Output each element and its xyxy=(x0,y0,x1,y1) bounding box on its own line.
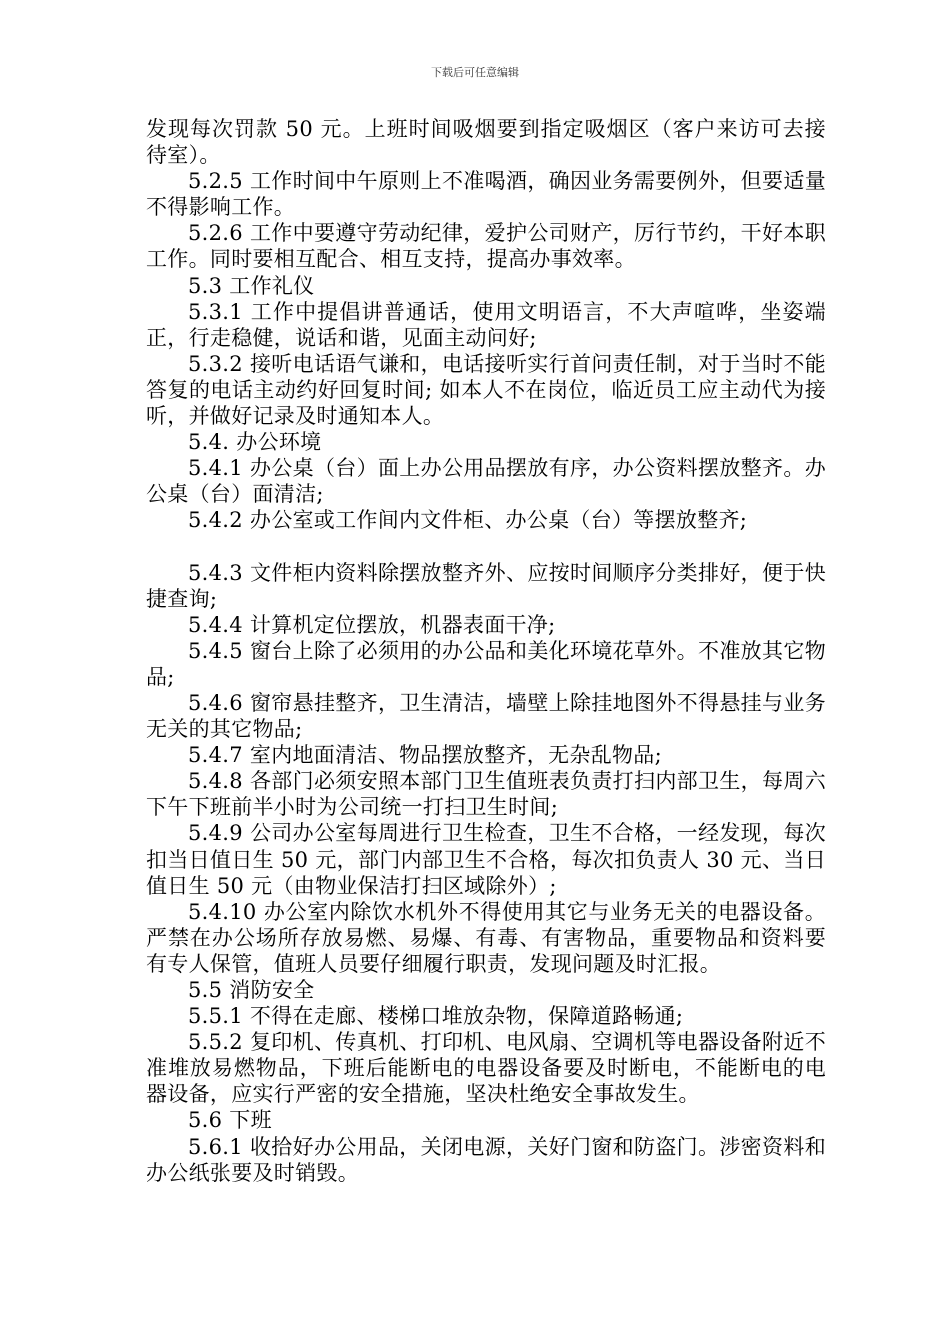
clause-5-4-2: 5.4.2 办公室或工作间内文件柜、办公桌（台）等摆放整齐; xyxy=(188,508,748,533)
section-heading-5-3: 5.3 工作礼仪 xyxy=(188,273,315,298)
page-header: 下载后可任意编辑 xyxy=(431,66,519,79)
clause-5-4-3: 5.4.3 文件柜内资料除摆放整齐外、应按时间顺序分类排好，便于快捷查询; xyxy=(146,560,826,611)
clause-5-4-8: 5.4.8 各部门必须安照本部门卫生值班表负责打扫内部卫生，每周六下午下班前半小时为公司统一打扫卫生时间; xyxy=(146,769,826,820)
document-body xyxy=(146,116,826,1186)
clause-5-4-5: 5.4.5 窗台上除了必须用的办公品和美化环境花草外。不准放其它物品; xyxy=(146,638,826,689)
clause-5-4-9: 5.4.9 公司办公室每周进行卫生检查，卫生不合格，一经发现，每次扣当日值日生 50 元，部门内部卫生不合格，每次扣负责人 30 元、当日值日生 50 元（由物业保洁打扫区域除外）; xyxy=(146,821,826,898)
clause-5-4-4: 5.4.4 计算机定位摆放，机器表面干净; xyxy=(188,612,556,637)
clause-5-2-6: 5.2.6 工作中要遵守劳动纪律，爱护公司财产，厉行节约，干好本职工作。同时要相互配合、相互支持，提高办事效率。 xyxy=(146,221,826,272)
section-heading-5-6: 5.6 下班 xyxy=(188,1108,272,1133)
clause-5-5-1: 5.5.1 不得在走廊、楼梯口堆放杂物，保障道路畅通; xyxy=(188,1004,684,1029)
paragraph: 发现每次罚款 50 元。上班时间吸烟要到指定吸烟区（客户来访可去接待室）。 xyxy=(146,117,826,168)
clause-5-6-1: 5.6.1 收拾好办公用品，关闭电源，关好门窗和防盗门。涉密资料和办公纸张要及时销毁。 xyxy=(146,1134,826,1185)
section-heading-5-5: 5.5 消防安全 xyxy=(188,978,315,1002)
clause-5-4-6: 5.4.6 窗帘悬挂整齐，卫生清洁，墙壁上除挂地图外不得悬挂与业务无关的其它物品; xyxy=(146,690,826,742)
clause-5-4-1: 5.4.1 办公桌（台）面上办公用品摆放有序，办公资料摆放整齐。办公桌（台）面清洁; xyxy=(146,456,826,507)
clause-5-2-5: 5.2.5 工作时间中午原则上不准喝酒，确因业务需要例外，但要适量不得影响工作。 xyxy=(146,169,826,220)
clause-5-3-2: 5.3.2 接听电话语气谦和，电话接听实行首问责任制，对于当时不能答复的电话主动约好回复时间; 如本人不在岗位，临近员工应主动代为接听，并做好记录及时通知本人。 xyxy=(146,351,826,429)
section-heading-5-4: 5.4. 办公环境 xyxy=(188,430,322,455)
clause-5-3-1: 5.3.1 工作中提倡讲普通话，使用文明语言，不大声喧哗，坐姿端正，行走稳健，说话和谐，见面主动问好; xyxy=(146,299,826,350)
clause-5-4-10: 5.4.10 办公室内除饮水机外不得使用其它与业务无关的电器设备。严禁在办公场所存放易燃、易爆、有毒、有害物品，重要物品和资料要有专人保管，值班人员要仔细履行职责，发现问题及时汇报。 xyxy=(146,899,826,976)
blank-line xyxy=(146,534,826,560)
clause-5-5-2: 5.5.2 复印机、传真机、打印机、电风扇、空调机等电器设备附近不准堆放易燃物品，下班后能断电的电器设备要及时断电，不能断电的电器设备，应实行严密的安全措施，坚决杜绝安全事故发生。 xyxy=(146,1030,826,1107)
clause-5-4-7: 5.4.7 室内地面清洁、物品摆放整齐，无杂乱物品; xyxy=(188,743,662,768)
